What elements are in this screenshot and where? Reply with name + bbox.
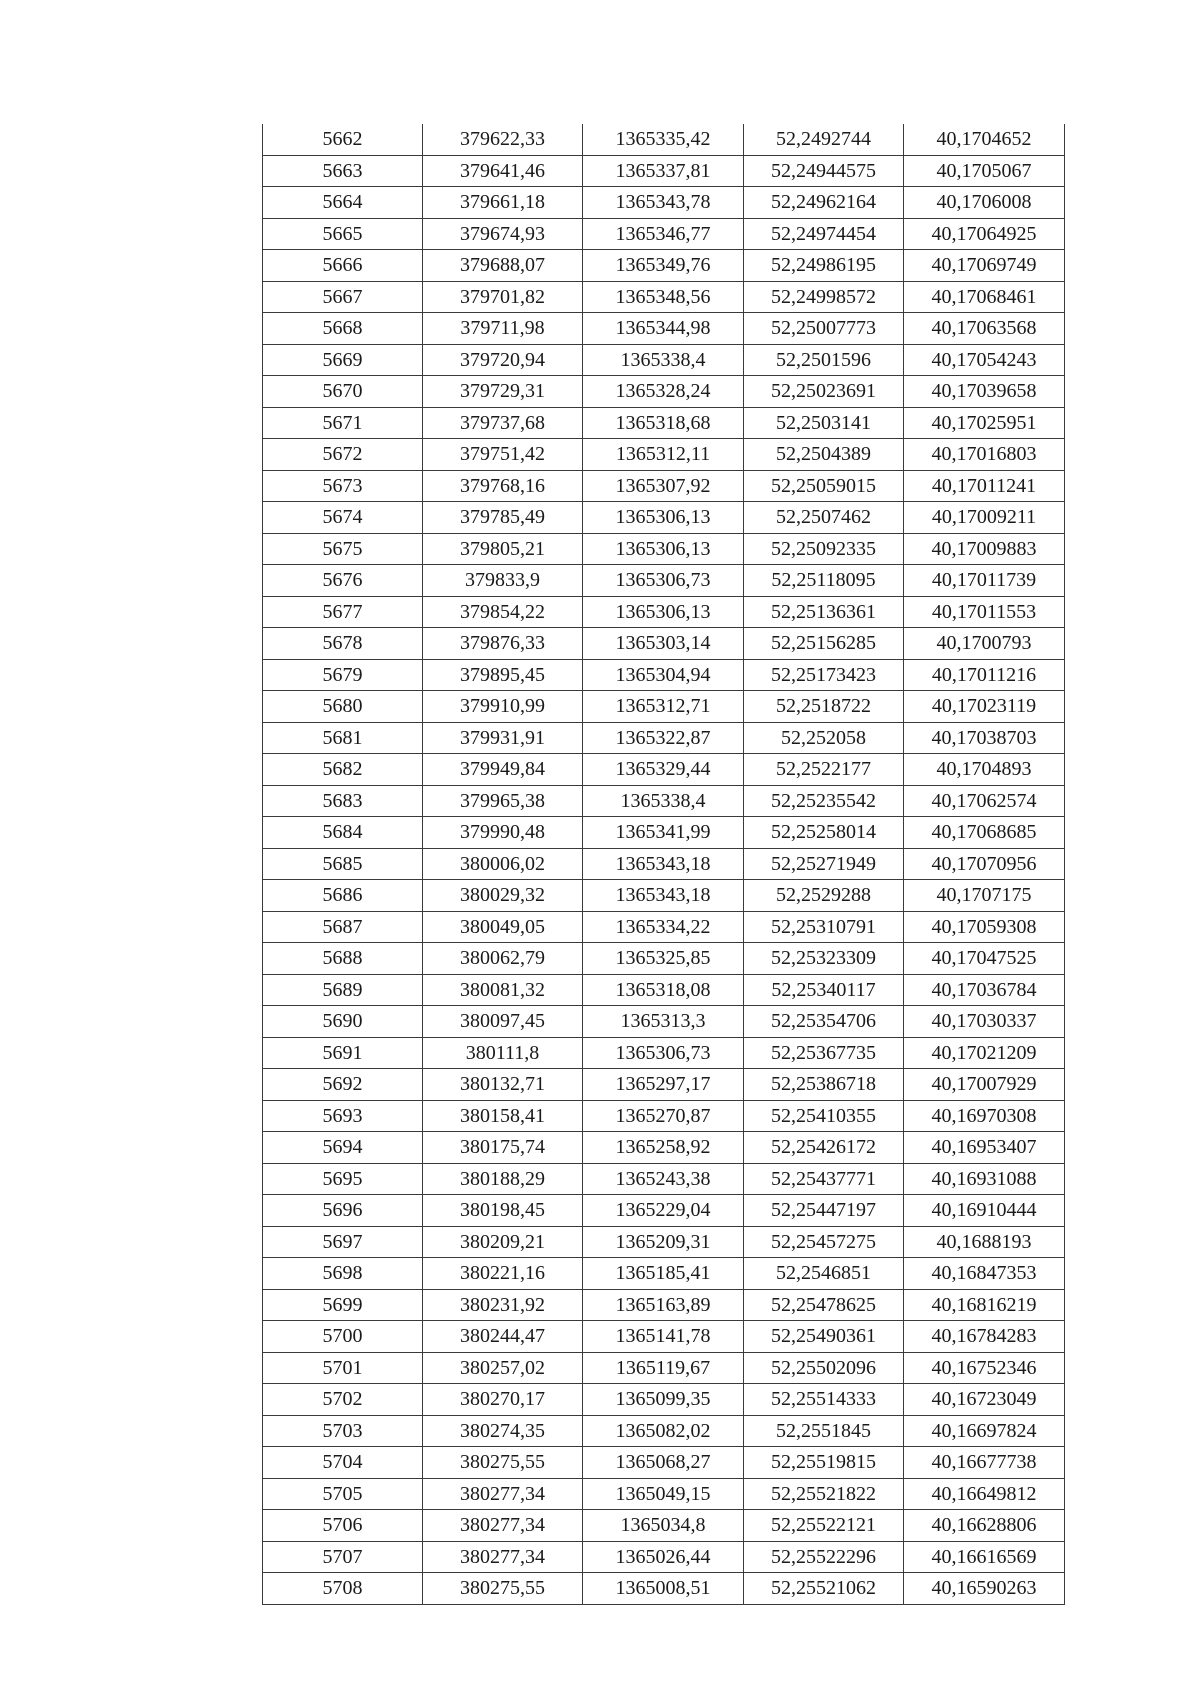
point-number-cell: 5699	[263, 1289, 423, 1321]
point-number-cell: 5698	[263, 1258, 423, 1290]
table-row	[263, 344, 1065, 376]
longitude-cell: 40,17062574	[904, 785, 1065, 817]
table-row	[263, 376, 1065, 408]
longitude-cell: 40,16784283	[904, 1321, 1065, 1353]
table-row	[263, 1478, 1065, 1510]
table-row	[263, 187, 1065, 219]
latitude-cell: 52,25519815	[744, 1447, 904, 1479]
y-coordinate-cell: 1365258,92	[583, 1132, 744, 1164]
x-coordinate-cell: 379737,68	[423, 407, 583, 439]
latitude-cell: 52,25173423	[744, 659, 904, 691]
x-coordinate-cell: 380244,47	[423, 1321, 583, 1353]
x-coordinate-cell: 380231,92	[423, 1289, 583, 1321]
y-coordinate-cell: 1365008,51	[583, 1573, 744, 1605]
point-number-cell: 5681	[263, 722, 423, 754]
latitude-cell: 52,2507462	[744, 502, 904, 534]
point-number-cell: 5697	[263, 1226, 423, 1258]
latitude-cell: 52,24944575	[744, 155, 904, 187]
table-row	[263, 155, 1065, 187]
table-row	[263, 313, 1065, 345]
latitude-cell: 52,25007773	[744, 313, 904, 345]
y-coordinate-cell: 1365306,13	[583, 502, 744, 534]
latitude-cell: 52,25410355	[744, 1100, 904, 1132]
table-row	[263, 1132, 1065, 1164]
longitude-cell: 40,17054243	[904, 344, 1065, 376]
table-row	[263, 439, 1065, 471]
table-row	[263, 943, 1065, 975]
table-row	[263, 848, 1065, 880]
latitude-cell: 52,25522121	[744, 1510, 904, 1542]
point-number-cell: 5665	[263, 218, 423, 250]
latitude-cell: 52,25447197	[744, 1195, 904, 1227]
y-coordinate-cell: 1365304,94	[583, 659, 744, 691]
y-coordinate-cell: 1365335,42	[583, 124, 744, 155]
longitude-cell: 40,17021209	[904, 1037, 1065, 1069]
x-coordinate-cell: 380081,32	[423, 974, 583, 1006]
latitude-cell: 52,24974454	[744, 218, 904, 250]
point-number-cell: 5675	[263, 533, 423, 565]
x-coordinate-cell: 380198,45	[423, 1195, 583, 1227]
latitude-cell: 52,2503141	[744, 407, 904, 439]
y-coordinate-cell: 1365318,08	[583, 974, 744, 1006]
longitude-cell: 40,1705067	[904, 155, 1065, 187]
longitude-cell: 40,17007929	[904, 1069, 1065, 1101]
y-coordinate-cell: 1365229,04	[583, 1195, 744, 1227]
y-coordinate-cell: 1365325,85	[583, 943, 744, 975]
table-row	[263, 250, 1065, 282]
y-coordinate-cell: 1365338,4	[583, 344, 744, 376]
y-coordinate-cell: 1365344,98	[583, 313, 744, 345]
latitude-cell: 52,25522296	[744, 1541, 904, 1573]
table-row	[263, 1573, 1065, 1605]
y-coordinate-cell: 1365306,73	[583, 1037, 744, 1069]
x-coordinate-cell: 379674,93	[423, 218, 583, 250]
latitude-cell: 52,25156285	[744, 628, 904, 660]
x-coordinate-cell: 379876,33	[423, 628, 583, 660]
y-coordinate-cell: 1365343,18	[583, 880, 744, 912]
latitude-cell: 52,2501596	[744, 344, 904, 376]
x-coordinate-cell: 380270,17	[423, 1384, 583, 1416]
latitude-cell: 52,25386718	[744, 1069, 904, 1101]
table-row	[263, 722, 1065, 754]
longitude-cell: 40,1706008	[904, 187, 1065, 219]
latitude-cell: 52,25367735	[744, 1037, 904, 1069]
longitude-cell: 40,1707175	[904, 880, 1065, 912]
longitude-cell: 40,17011553	[904, 596, 1065, 628]
longitude-cell: 40,1688193	[904, 1226, 1065, 1258]
longitude-cell: 40,17030337	[904, 1006, 1065, 1038]
x-coordinate-cell: 379785,49	[423, 502, 583, 534]
latitude-cell: 52,24962164	[744, 187, 904, 219]
table-row	[263, 596, 1065, 628]
y-coordinate-cell: 1365337,81	[583, 155, 744, 187]
point-number-cell: 5668	[263, 313, 423, 345]
point-number-cell: 5702	[263, 1384, 423, 1416]
table-row	[263, 1100, 1065, 1132]
longitude-cell: 40,16628806	[904, 1510, 1065, 1542]
table-row	[263, 218, 1065, 250]
table-row	[263, 470, 1065, 502]
point-number-cell: 5667	[263, 281, 423, 313]
table-row	[263, 880, 1065, 912]
x-coordinate-cell: 379711,98	[423, 313, 583, 345]
table-row	[263, 691, 1065, 723]
latitude-cell: 52,25457275	[744, 1226, 904, 1258]
longitude-cell: 40,16970308	[904, 1100, 1065, 1132]
table-row	[263, 1352, 1065, 1384]
point-number-cell: 5703	[263, 1415, 423, 1447]
longitude-cell: 40,17011241	[904, 470, 1065, 502]
table-row	[263, 1384, 1065, 1416]
point-number-cell: 5671	[263, 407, 423, 439]
point-number-cell: 5694	[263, 1132, 423, 1164]
y-coordinate-cell: 1365312,71	[583, 691, 744, 723]
point-number-cell: 5672	[263, 439, 423, 471]
point-number-cell: 5682	[263, 754, 423, 786]
y-coordinate-cell: 1365099,35	[583, 1384, 744, 1416]
point-number-cell: 5706	[263, 1510, 423, 1542]
point-number-cell: 5688	[263, 943, 423, 975]
latitude-cell: 52,2551845	[744, 1415, 904, 1447]
longitude-cell: 40,1704652	[904, 124, 1065, 155]
point-number-cell: 5707	[263, 1541, 423, 1573]
x-coordinate-cell: 380275,55	[423, 1447, 583, 1479]
y-coordinate-cell: 1365270,87	[583, 1100, 744, 1132]
x-coordinate-cell: 380111,8	[423, 1037, 583, 1069]
point-number-cell: 5677	[263, 596, 423, 628]
longitude-cell: 40,1700793	[904, 628, 1065, 660]
x-coordinate-cell: 379931,91	[423, 722, 583, 754]
latitude-cell: 52,25118095	[744, 565, 904, 597]
latitude-cell: 52,25340117	[744, 974, 904, 1006]
longitude-cell: 40,17011216	[904, 659, 1065, 691]
x-coordinate-cell: 379729,31	[423, 376, 583, 408]
x-coordinate-cell: 380158,41	[423, 1100, 583, 1132]
longitude-cell: 40,16816219	[904, 1289, 1065, 1321]
longitude-cell: 40,17039658	[904, 376, 1065, 408]
y-coordinate-cell: 1365068,27	[583, 1447, 744, 1479]
longitude-cell: 40,17068461	[904, 281, 1065, 313]
y-coordinate-cell: 1365343,78	[583, 187, 744, 219]
point-number-cell: 5690	[263, 1006, 423, 1038]
table-row	[263, 817, 1065, 849]
latitude-cell: 52,25023691	[744, 376, 904, 408]
longitude-cell: 40,16752346	[904, 1352, 1065, 1384]
latitude-cell: 52,25323309	[744, 943, 904, 975]
latitude-cell: 52,252058	[744, 722, 904, 754]
latitude-cell: 52,25092335	[744, 533, 904, 565]
table-row	[263, 281, 1065, 313]
latitude-cell: 52,25354706	[744, 1006, 904, 1038]
longitude-cell: 40,17070956	[904, 848, 1065, 880]
longitude-cell: 40,17025951	[904, 407, 1065, 439]
y-coordinate-cell: 1365306,13	[583, 533, 744, 565]
x-coordinate-cell: 380188,29	[423, 1163, 583, 1195]
table-row	[263, 628, 1065, 660]
latitude-cell: 52,25258014	[744, 817, 904, 849]
point-number-cell: 5695	[263, 1163, 423, 1195]
table-row	[263, 911, 1065, 943]
y-coordinate-cell: 1365349,76	[583, 250, 744, 282]
y-coordinate-cell: 1365338,4	[583, 785, 744, 817]
y-coordinate-cell: 1365307,92	[583, 470, 744, 502]
y-coordinate-cell: 1365243,38	[583, 1163, 744, 1195]
table-row	[263, 1037, 1065, 1069]
table-row	[263, 659, 1065, 691]
point-number-cell: 5685	[263, 848, 423, 880]
x-coordinate-cell: 379641,46	[423, 155, 583, 187]
y-coordinate-cell: 1365297,17	[583, 1069, 744, 1101]
y-coordinate-cell: 1365312,11	[583, 439, 744, 471]
x-coordinate-cell: 380275,55	[423, 1573, 583, 1605]
y-coordinate-cell: 1365141,78	[583, 1321, 744, 1353]
latitude-cell: 52,2529288	[744, 880, 904, 912]
table-row	[263, 1226, 1065, 1258]
y-coordinate-cell: 1365209,31	[583, 1226, 744, 1258]
x-coordinate-cell: 379833,9	[423, 565, 583, 597]
y-coordinate-cell: 1365026,44	[583, 1541, 744, 1573]
point-number-cell: 5691	[263, 1037, 423, 1069]
table-row	[263, 754, 1065, 786]
latitude-cell: 52,25521062	[744, 1573, 904, 1605]
point-number-cell: 5705	[263, 1478, 423, 1510]
latitude-cell: 52,2546851	[744, 1258, 904, 1290]
x-coordinate-cell: 380277,34	[423, 1478, 583, 1510]
x-coordinate-cell: 379661,18	[423, 187, 583, 219]
x-coordinate-cell: 379622,33	[423, 124, 583, 155]
coordinates-table	[262, 124, 1065, 1605]
longitude-cell: 40,17009211	[904, 502, 1065, 534]
x-coordinate-cell: 380221,16	[423, 1258, 583, 1290]
longitude-cell: 40,17064925	[904, 218, 1065, 250]
longitude-cell: 40,17047525	[904, 943, 1065, 975]
latitude-cell: 52,25310791	[744, 911, 904, 943]
y-coordinate-cell: 1365329,44	[583, 754, 744, 786]
x-coordinate-cell: 379701,82	[423, 281, 583, 313]
latitude-cell: 52,25478625	[744, 1289, 904, 1321]
y-coordinate-cell: 1365343,18	[583, 848, 744, 880]
latitude-cell: 52,25490361	[744, 1321, 904, 1353]
latitude-cell: 52,24998572	[744, 281, 904, 313]
longitude-cell: 40,16590263	[904, 1573, 1065, 1605]
longitude-cell: 40,16677738	[904, 1447, 1065, 1479]
x-coordinate-cell: 379949,84	[423, 754, 583, 786]
longitude-cell: 40,17069749	[904, 250, 1065, 282]
x-coordinate-cell: 380006,02	[423, 848, 583, 880]
table-row	[263, 1447, 1065, 1479]
point-number-cell: 5684	[263, 817, 423, 849]
x-coordinate-cell: 379720,94	[423, 344, 583, 376]
table-row	[263, 1069, 1065, 1101]
latitude-cell: 52,25502096	[744, 1352, 904, 1384]
point-number-cell: 5708	[263, 1573, 423, 1605]
point-number-cell: 5687	[263, 911, 423, 943]
longitude-cell: 40,16649812	[904, 1478, 1065, 1510]
y-coordinate-cell: 1365348,56	[583, 281, 744, 313]
point-number-cell: 5686	[263, 880, 423, 912]
y-coordinate-cell: 1365341,99	[583, 817, 744, 849]
longitude-cell: 40,17016803	[904, 439, 1065, 471]
x-coordinate-cell: 380029,32	[423, 880, 583, 912]
point-number-cell: 5700	[263, 1321, 423, 1353]
longitude-cell: 40,17023119	[904, 691, 1065, 723]
x-coordinate-cell: 379768,16	[423, 470, 583, 502]
table-row	[263, 785, 1065, 817]
point-number-cell: 5666	[263, 250, 423, 282]
x-coordinate-cell: 380274,35	[423, 1415, 583, 1447]
point-number-cell: 5683	[263, 785, 423, 817]
longitude-cell: 40,17036784	[904, 974, 1065, 1006]
latitude-cell: 52,2504389	[744, 439, 904, 471]
table-row	[263, 565, 1065, 597]
x-coordinate-cell: 380097,45	[423, 1006, 583, 1038]
x-coordinate-cell: 380062,79	[423, 943, 583, 975]
x-coordinate-cell: 380132,71	[423, 1069, 583, 1101]
x-coordinate-cell: 380209,21	[423, 1226, 583, 1258]
x-coordinate-cell: 380049,05	[423, 911, 583, 943]
x-coordinate-cell: 380257,02	[423, 1352, 583, 1384]
table-row	[263, 974, 1065, 1006]
table-row	[263, 124, 1065, 155]
x-coordinate-cell: 379688,07	[423, 250, 583, 282]
point-number-cell: 5692	[263, 1069, 423, 1101]
x-coordinate-cell: 379854,22	[423, 596, 583, 628]
y-coordinate-cell: 1365313,3	[583, 1006, 744, 1038]
table-row	[263, 1415, 1065, 1447]
longitude-cell: 40,16910444	[904, 1195, 1065, 1227]
y-coordinate-cell: 1365334,22	[583, 911, 744, 943]
y-coordinate-cell: 1365163,89	[583, 1289, 744, 1321]
point-number-cell: 5680	[263, 691, 423, 723]
table-body	[263, 124, 1065, 1604]
latitude-cell: 52,2492744	[744, 124, 904, 155]
point-number-cell: 5662	[263, 124, 423, 155]
point-number-cell: 5670	[263, 376, 423, 408]
y-coordinate-cell: 1365346,77	[583, 218, 744, 250]
x-coordinate-cell: 380277,34	[423, 1510, 583, 1542]
point-number-cell: 5664	[263, 187, 423, 219]
longitude-cell: 40,16723049	[904, 1384, 1065, 1416]
longitude-cell: 40,16847353	[904, 1258, 1065, 1290]
table-row	[263, 533, 1065, 565]
table-row	[263, 1541, 1065, 1573]
x-coordinate-cell: 379990,48	[423, 817, 583, 849]
latitude-cell: 52,25521822	[744, 1478, 904, 1510]
table-row	[263, 1321, 1065, 1353]
table-row	[263, 1510, 1065, 1542]
latitude-cell: 52,25235542	[744, 785, 904, 817]
latitude-cell: 52,25426172	[744, 1132, 904, 1164]
point-number-cell: 5673	[263, 470, 423, 502]
y-coordinate-cell: 1365322,87	[583, 722, 744, 754]
longitude-cell: 40,17059308	[904, 911, 1065, 943]
y-coordinate-cell: 1365306,73	[583, 565, 744, 597]
y-coordinate-cell: 1365306,13	[583, 596, 744, 628]
longitude-cell: 40,16931088	[904, 1163, 1065, 1195]
x-coordinate-cell: 380175,74	[423, 1132, 583, 1164]
point-number-cell: 5669	[263, 344, 423, 376]
y-coordinate-cell: 1365185,41	[583, 1258, 744, 1290]
table-row	[263, 1289, 1065, 1321]
latitude-cell: 52,25514333	[744, 1384, 904, 1416]
longitude-cell: 40,17068685	[904, 817, 1065, 849]
point-number-cell: 5693	[263, 1100, 423, 1132]
longitude-cell: 40,16953407	[904, 1132, 1065, 1164]
latitude-cell: 52,25136361	[744, 596, 904, 628]
longitude-cell: 40,17063568	[904, 313, 1065, 345]
longitude-cell: 40,16697824	[904, 1415, 1065, 1447]
longitude-cell: 40,17038703	[904, 722, 1065, 754]
x-coordinate-cell: 379751,42	[423, 439, 583, 471]
point-number-cell: 5696	[263, 1195, 423, 1227]
y-coordinate-cell: 1365082,02	[583, 1415, 744, 1447]
latitude-cell: 52,25271949	[744, 848, 904, 880]
point-number-cell: 5676	[263, 565, 423, 597]
point-number-cell: 5689	[263, 974, 423, 1006]
table-row	[263, 407, 1065, 439]
latitude-cell: 52,2518722	[744, 691, 904, 723]
y-coordinate-cell: 1365318,68	[583, 407, 744, 439]
table-row	[263, 1258, 1065, 1290]
longitude-cell: 40,16616569	[904, 1541, 1065, 1573]
point-number-cell: 5701	[263, 1352, 423, 1384]
latitude-cell: 52,2522177	[744, 754, 904, 786]
table-row	[263, 1163, 1065, 1195]
x-coordinate-cell: 379965,38	[423, 785, 583, 817]
longitude-cell: 40,17009883	[904, 533, 1065, 565]
point-number-cell: 5674	[263, 502, 423, 534]
y-coordinate-cell: 1365328,24	[583, 376, 744, 408]
longitude-cell: 40,1704893	[904, 754, 1065, 786]
longitude-cell: 40,17011739	[904, 565, 1065, 597]
table-row	[263, 502, 1065, 534]
point-number-cell: 5704	[263, 1447, 423, 1479]
latitude-cell: 52,24986195	[744, 250, 904, 282]
y-coordinate-cell: 1365303,14	[583, 628, 744, 660]
y-coordinate-cell: 1365119,67	[583, 1352, 744, 1384]
latitude-cell: 52,25059015	[744, 470, 904, 502]
latitude-cell: 52,25437771	[744, 1163, 904, 1195]
point-number-cell: 5663	[263, 155, 423, 187]
x-coordinate-cell: 379895,45	[423, 659, 583, 691]
x-coordinate-cell: 380277,34	[423, 1541, 583, 1573]
point-number-cell: 5678	[263, 628, 423, 660]
table-row	[263, 1195, 1065, 1227]
y-coordinate-cell: 1365049,15	[583, 1478, 744, 1510]
table-row	[263, 1006, 1065, 1038]
x-coordinate-cell: 379805,21	[423, 533, 583, 565]
point-number-cell: 5679	[263, 659, 423, 691]
y-coordinate-cell: 1365034,8	[583, 1510, 744, 1542]
x-coordinate-cell: 379910,99	[423, 691, 583, 723]
